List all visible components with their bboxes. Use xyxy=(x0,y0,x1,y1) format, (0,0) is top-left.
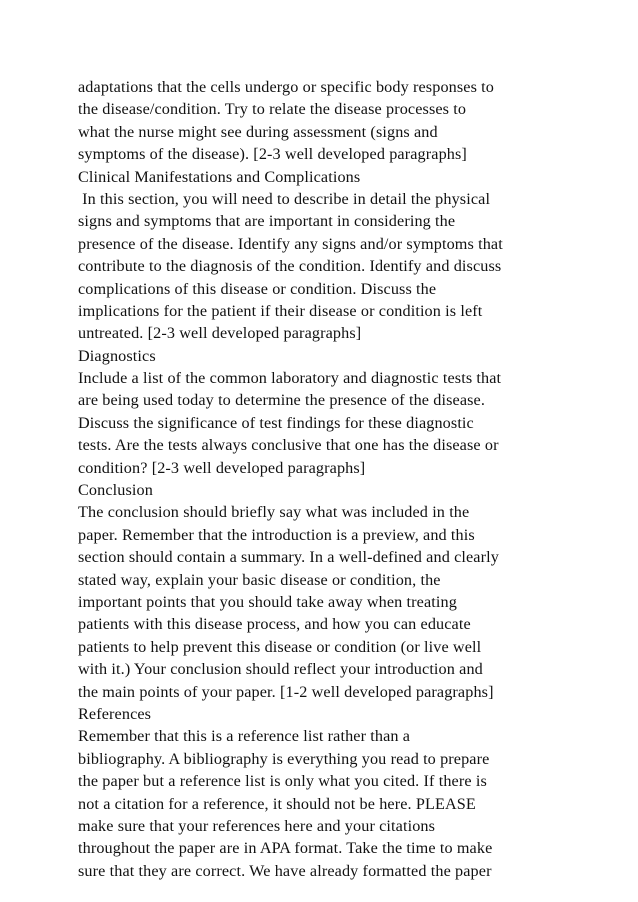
body-text-line: complications of this disease or condition. Discuss the xyxy=(78,279,437,298)
body-text-line: sure that they are correct. We have already formatted the paper xyxy=(78,861,492,880)
body-text-line: Include a list of the common laboratory and diagnostic tests that xyxy=(78,369,502,388)
body-text-line: condition? [2-3 well developed paragraphs] xyxy=(78,458,366,477)
body-text-line: paper. Remember that the introduction is a preview, and this xyxy=(78,525,475,544)
body-text-line: signs and symptoms that are important in considering the xyxy=(78,212,456,231)
section-heading-references: References xyxy=(78,704,152,723)
body-text-line: contribute to the diagnosis of the condition. Identify and discuss xyxy=(78,257,502,276)
body-text-line: the disease/condition. Try to relate the disease processes to xyxy=(78,100,467,119)
body-text-line: are being used today to determine the presence of the disease. xyxy=(78,391,486,410)
body-text-line: Remember that this is a reference list rather than a xyxy=(78,727,411,746)
body-text-line: not a citation for a reference, it should not be here. PLEASE xyxy=(78,794,476,813)
body-text-line: make sure that your references here and your citations xyxy=(78,816,436,835)
body-text-line: tests. Are the tests always conclusive that one has the disease or xyxy=(78,436,499,455)
body-text-line: patients with this disease process, and how you can educate xyxy=(78,615,471,634)
body-text-line: with it.) Your conclusion should reflect your introduction and xyxy=(78,660,483,679)
body-text-line: the paper but a reference list is only what you cited. If there is xyxy=(78,772,487,791)
section-heading-diagnostics: Diagnostics xyxy=(78,346,156,365)
body-text-line: throughout the paper are in APA format. Take the time to make xyxy=(78,839,493,858)
body-text-line: adaptations that the cells undergo or specific body responses to xyxy=(78,78,495,96)
body-text-line: important points that you should take away when treating xyxy=(78,592,457,611)
body-text-line: In this section, you will need to describe in detail the physical xyxy=(78,189,491,208)
body-text-line: The conclusion should briefly say what was included in the xyxy=(78,503,470,522)
body-text-line: what the nurse might see during assessment (signs and xyxy=(78,122,438,141)
body-text-line: bibliography. A bibliography is everything you read to prepare xyxy=(78,749,490,768)
body-text-line: section should contain a summary. In a well-defined and clearly xyxy=(78,548,499,567)
body-text-line: untreated. [2-3 well developed paragraphs] xyxy=(78,324,362,343)
body-text-line: presence of the disease. Identify any signs and/or symptoms that xyxy=(78,234,503,253)
document-page xyxy=(78,76,568,882)
body-text-line: the main points of your paper. [1-2 well developed paragraphs] xyxy=(78,682,494,701)
body-text-line: patients to help prevent this disease or condition (or live well xyxy=(78,637,482,656)
section-heading-clinical-manifestations: Clinical Manifestations and Complications xyxy=(78,167,361,186)
body-text-line: stated way, explain your basic disease or condition, the xyxy=(78,570,441,589)
section-heading-conclusion: Conclusion xyxy=(78,481,153,500)
body-text-line: implications for the patient if their disease or condition is left xyxy=(78,301,483,320)
body-text-line: Discuss the significance of test findings for these diagnostic xyxy=(78,413,474,432)
body-text-line: symptoms of the disease). [2-3 well developed paragraphs] xyxy=(78,145,467,164)
